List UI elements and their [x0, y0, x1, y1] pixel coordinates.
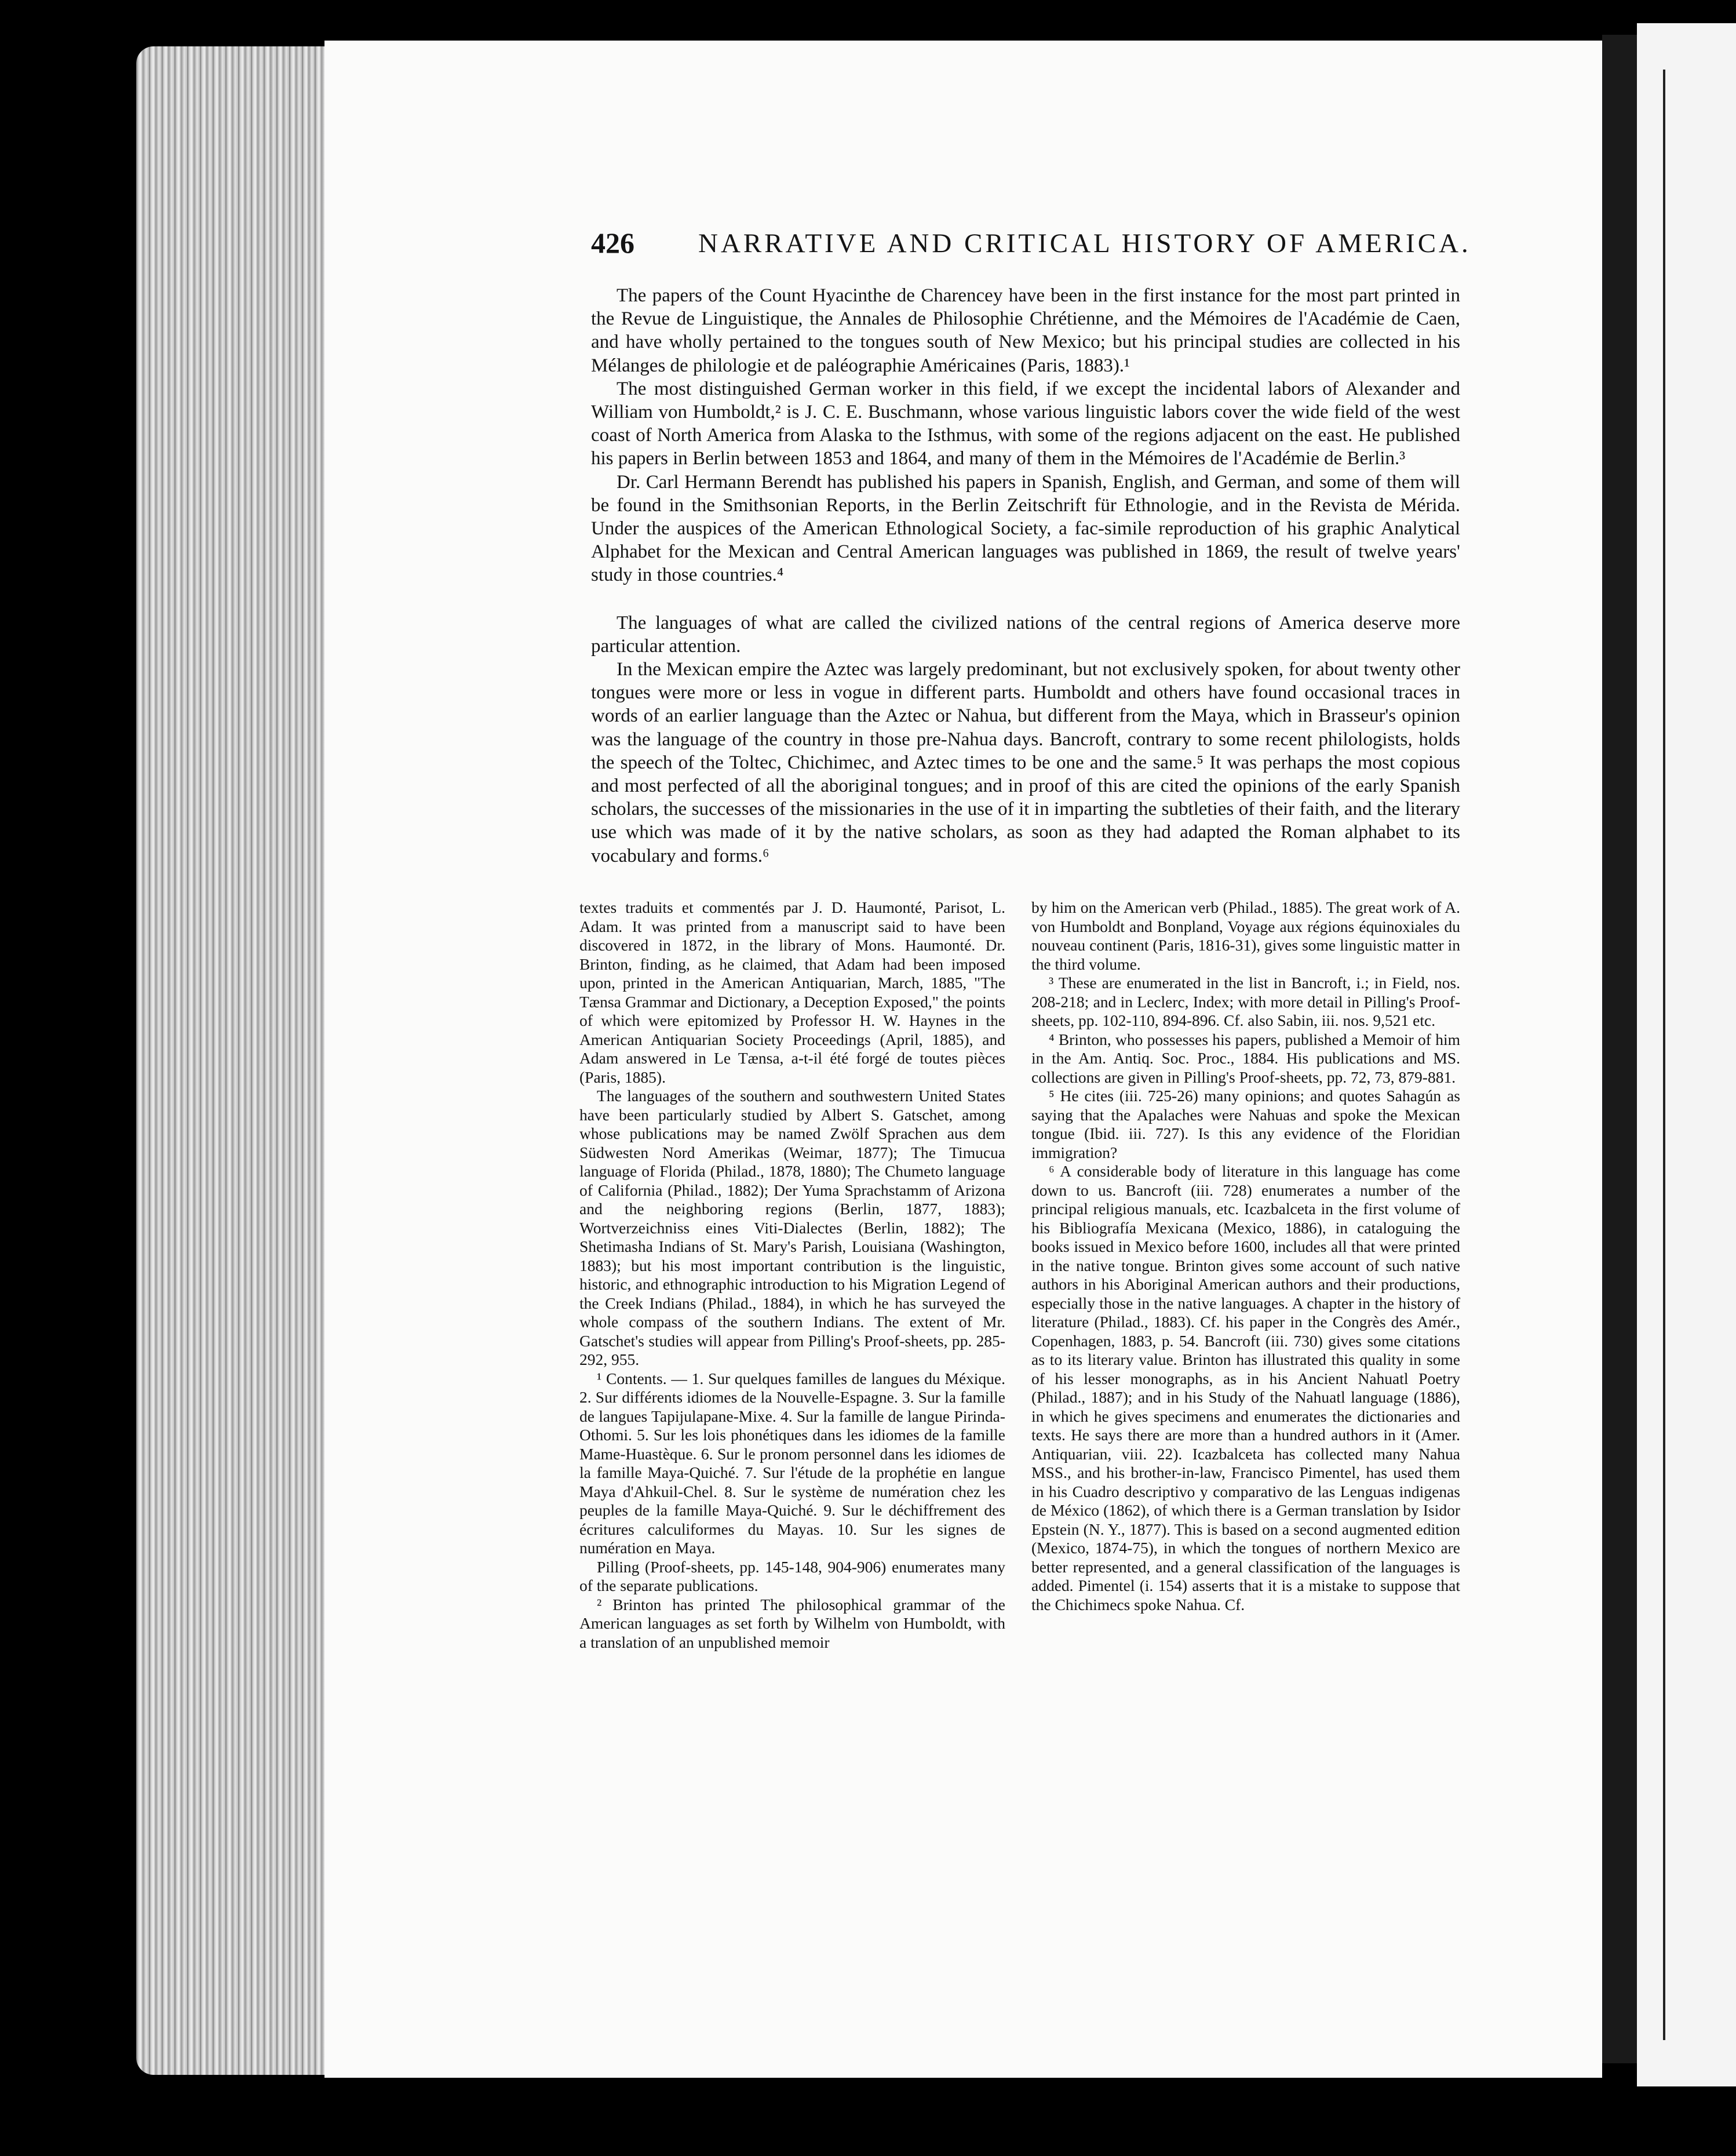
footnote: ² Brinton has printed The philosophical grammar of the American languages as set forth by Wilhelm von Humboldt, with a translation of an unpublished memoir — [579, 1595, 1005, 1651]
footnote: Pilling (Proof-sheets, pp. 145-148, 904-906) enumerates many of the separate publications. — [579, 1557, 1005, 1594]
footnote: ⁶ A considerable body of literature in this language has come down to us. Bancroft (iii. 728) enumerates a number of the principal religious manuals, etc. Icazbalceta in the first volume of his Bibliografía Mexicana (Mexico, 1886), in cataloguing the books issued in Mexico before 1600, includes all that were printed in the native tongue. Brinton gives some account of such native authors in his Aboriginal American authors and their productions, especially those in the native languages. A chapter in the history of literature (Philad., 1883). Cf. his paper in the Congrès des Amér., Copenhagen, 1883, p. 54. Bancroft (iii. 730) gives some citations as to its literary value. Brinton has illustrated this quality in some of his lesser monographs, as in his Ancient Nahuatl Poetry (Philad., 1887); and in his Study of the Nahuatl language (1886), in which he gives specimens and enumerates the dictionaries and texts. He says there are more than a hundred authors in it (Amer. Antiquarian, viii. 22). Icazbalceta has collected many Nahua MSS., and his brother-in-law, Francisco Pimentel, has used them in his Cuadro descriptivo y comparativo de las Lenguas indigenas de México (1862), of which there is a German translation by Isidor Epstein (N. Y., 1877). This is based on a second augmented edition (Mexico, 1874-75), in which the tongues of northern Mexico are better represented, and a general classification of the languages is added. Pimentel (i. 154) asserts that it is a mistake to suppose that the Chichimecs spoke Nahua. Cf. — [1031, 1162, 1460, 1614]
page-number: 426 — [591, 227, 634, 259]
footnote: by him on the American verb (Philad., 1885). The great work of A. von Humboldt and Bonpland, Voyage aux régions équinoxiales du nouveau continent (Paris, 1816-31), gives some linguistic matter in the third volume. — [1031, 898, 1460, 973]
facing-page-line — [1663, 70, 1665, 2040]
body-paragraph: Dr. Carl Hermann Berendt has published his papers in Spanish, English, and German, and some of them will be found in the Smithsonian Reports, in the Berlin Zeitschrift für Ethnologie, and in the Revista de Mérida. Under the auspices of the American Ethnological Society, a fac-simile reproduction of his graphic Analytical Alphabet for the Mexican and Central American languages was published in 1869, the result of twelve years' study in those countries.⁴ — [591, 471, 1460, 586]
body-paragraph: The languages of what are called the civilized nations of the central regions of America deserve more particular attention. — [591, 612, 1460, 657]
footnotes-right-column — [1031, 898, 1460, 1614]
footnote: ¹ Contents. — 1. Sur quelques familles de langues du Méxique. 2. Sur différents idiomes de la Nouvelle-Espagne. 3. Sur la famille de langues Tapijulapane-Mixe. 4. Sur la famille de langue Pirinda-Othomi. 5. Sur les lois phonétiques dans les idiomes de la famille Mame-Huastèque. 6. Sur le pronom personnel dans les idiomes de la famille Maya-Quiché. 7. Sur l'étude de la prophétie en langue Maya d'Ahkuil-Chel. 8. Sur le système de numération chez les peuples de la famille Maya-Quiché. 9. Sur le déchiffrement des écritures calculiformes du Mayas. 10. Sur les signes de numération en Maya. — [579, 1369, 1005, 1557]
gutter-shadow — [1602, 35, 1637, 2063]
footnote: ⁴ Brinton, who possesses his papers, published a Memoir of him in the Am. Antiq. Soc. Proc., 1884. His publications and MS. collections are given in Pilling's Proof-sheets, pp. 72, 73, 879-881. — [1031, 1030, 1460, 1086]
main-text — [591, 284, 1460, 868]
body-paragraph: In the Mexican empire the Aztec was largely predominant, but not exclusively spoken, for about twenty other tongues were more or less in vogue in different parts. Humboldt and others have found occasional traces in words of an earlier language than the Aztec or Nahua, but different from the Maya, which in Brasseur's opinion was the language of the country in those pre-Nahua days. Bancroft, contrary to some recent philologists, holds the speech of the Toltec, Chichimec, and Aztec times to be one and the same.⁵ It was perhaps the most copious and most perfected of all the aboriginal tongues; and in proof of this are cited the opinions of the early Spanish scholars, the successes of the missionaries in the use of it in imparting the subtleties of their faith, and the literary use which was made of it by the native scholars, as soon as they had adapted the Roman alphabet to its vocabulary and forms.⁶ — [591, 659, 1460, 866]
body-paragraph: The most distinguished German worker in this field, if we except the incidental labors of Alexander and William von Humboldt,² is J. C. E. Buschmann, whose various linguistic labors cover the wide field of the west coast of North America from Alaska to the Isthmus, with some of the regions adjacent on the east. He published his papers in Berlin between 1853 and 1864, and many of them in the Mémoires de l'Académie de Berlin.³ — [591, 378, 1460, 469]
footnote: ³ These are enumerated in the list in Bancroft, i.; in Field, nos. 208-218; and in Leclerc, Index; with more detail in Pilling's Proof-sheets, pp. 102-110, 894-896. Cf. also Sabin, iii. nos. 9,521 etc. — [1031, 974, 1460, 1029]
footnote: The languages of the southern and southwestern United States have been particularly studied by Albert S. Gatschet, among whose publications may be named Zwölf Sprachen aus dem Südwesten Nord Amerikas (Weimar, 1877); The Timucua language of Florida (Philad., 1878, 1880); The Chumeto language of California (Philad., 1882); Der Yuma Sprachstamm of Arizona and the neighboring regions (Berlin, 1877, 1883); Wortverzeichniss eines Viti-Dialectes (Berlin, 1882); The Shetimasha Indians of St. Mary's Parish, Louisiana (Washington, 1883); but his most important contribution is the linguistic, historic, and ethnographic introduction to his Migration Legend of the Creek Indians (Philad., 1884), in which he has surveyed the whole compass of the southern Indians. The extent of Mr. Gatschet's studies will appear from Pilling's Proof-sheets, pp. 285-292, 955. — [579, 1087, 1005, 1368]
body-paragraph: The papers of the Count Hyacinthe de Charencey have been in the first instance for the most part printed in the Revue de Linguistique, the Annales de Philosophie Chrétienne, and the Mémoires de l'Académie de Caen, and have wholly pertained to the tongues south of New Mexico; but his principal studies are collected in his Mélanges de philologie et de paléographie Américaines (Paris, 1883).¹ — [591, 285, 1460, 376]
footnote: ⁵ He cites (iii. 725-26) many opinions; and quotes Sahagún as saying that the Apalaches were Nahuas and spoke the Mexican tongue (Ibid. iii. 727). Is this any evidence of the Floridian immigration? — [1031, 1087, 1460, 1161]
footnote: textes traduits et commentés par J. D. Haumonté, Parisot, L. Adam. It was printed from a manuscript said to have been discovered in 1872, in the library of Mons. Haumonté. Dr. Brinton, finding, as he claimed, that Adam had been imposed upon, printed in the American Antiquarian, March, 1885, "The Tænsa Grammar and Dictionary, a Deception Exposed," the points of which were epitomized by Professor H. W. Haynes in the American Antiquarian Society Proceedings (April, 1885), and Adam answered in Le Tænsa, a-t-il été forgé de toutes pièces (Paris, 1885). — [579, 898, 1005, 1086]
running-title: NARRATIVE AND CRITICAL HISTORY OF AMERICA. — [698, 228, 1471, 258]
facing-page-edge — [1637, 23, 1736, 2086]
page-edges — [136, 46, 336, 2075]
running-header — [591, 226, 1471, 267]
footnotes-left-column — [579, 898, 1005, 1652]
